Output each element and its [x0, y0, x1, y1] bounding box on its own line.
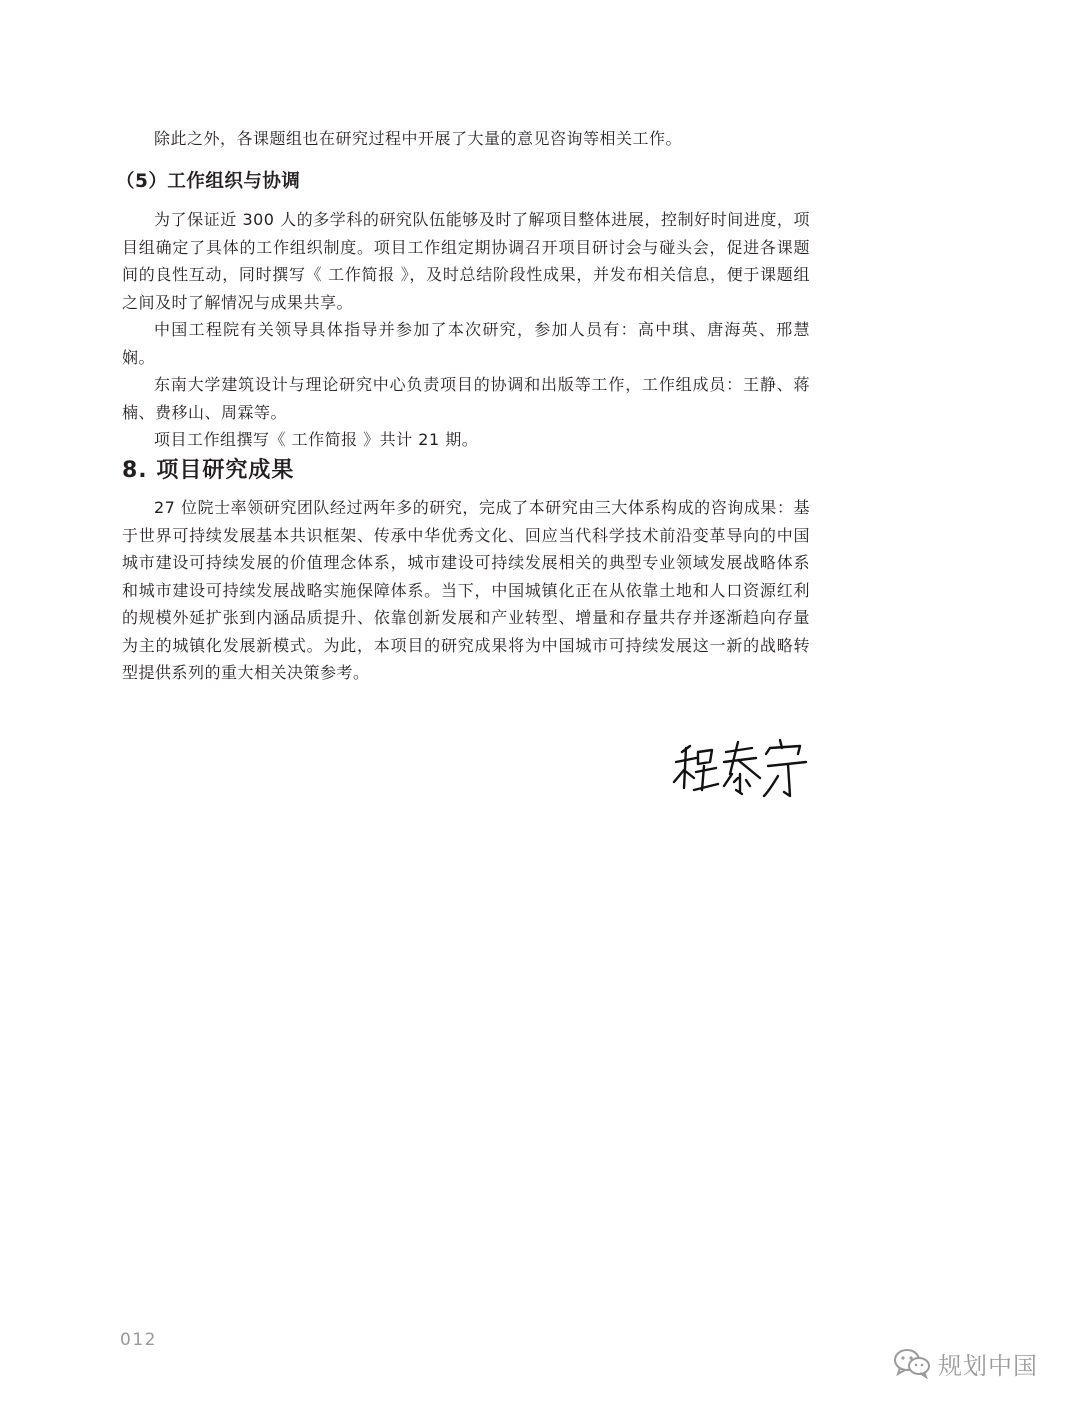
section-5-paragraph: 东南大学建筑设计与理论研究中心负责项目的协调和出版等工作，工作组成员：王静、蒋楠、费移山、周霖等。 — [122, 375, 810, 422]
section-5-paragraph: 中国工程院有关领导具体指导并参加了本次研究，参加人员有：高中琪、唐海英、邢慧娴。 — [122, 320, 810, 367]
handwritten-signature — [668, 730, 818, 810]
page-number: 012 — [120, 1330, 157, 1350]
intro-paragraph: 除此之外，各课题组也在研究过程中开展了大量的意见咨询等相关工作。 — [154, 129, 683, 148]
wechat-icon — [892, 1347, 932, 1379]
section-5-heading: （5）工作组织与协调 — [116, 171, 301, 192]
section-5-paragraph: 项目工作组撰写《 工作简报 》共计 21 期。 — [154, 430, 479, 449]
section-5-body — [122, 206, 810, 454]
section-5-paragraph: 为了保证近 300 人的多学科的研究队伍能够及时了解项目整体进展，控制好时间进度，项目组确定了具体的工作组织制度。项目工作组定期协调召开项目研讨会与碰头会，促进各课题间的良性互动，同时撰写《 工作简报 》，及时总结阶段性成果，并发布相关信息，便于课题组之间及时了解情况与成果共享。 — [122, 210, 810, 312]
section-8-heading: 8. 项目研究成果 — [122, 458, 295, 483]
section-8-paragraph: 27 位院士率领研究团队经过两年多的研究，完成了本研究由三大体系构成的咨询成果：基于世界可持续发展基本共识框架、传承中华优秀文化、回应当代科学技术前沿变革导向的中国城市建设可持续发展的价值理念体系，城市建设可持续发展相关的典型专业领域发展战略体系和城市建设可持续发展战略实施保障体系。当下，中国城镇化正在从依靠土地和人口资源红利的规模外延扩张到内涵品质提升、依靠创新发展和产业转型、增量和存量共存并逐渐趋向存量为主的城镇化发展新模式。为此，本项目的研究成果将为中国城市可持续发展这一新的战略转型提供系列的重大相关决策参考。 — [122, 498, 810, 682]
section-8-body — [122, 494, 810, 687]
watermark-text: 规划中国 — [938, 1351, 1038, 1380]
watermark — [892, 1346, 1038, 1380]
intro-block — [122, 125, 810, 153]
